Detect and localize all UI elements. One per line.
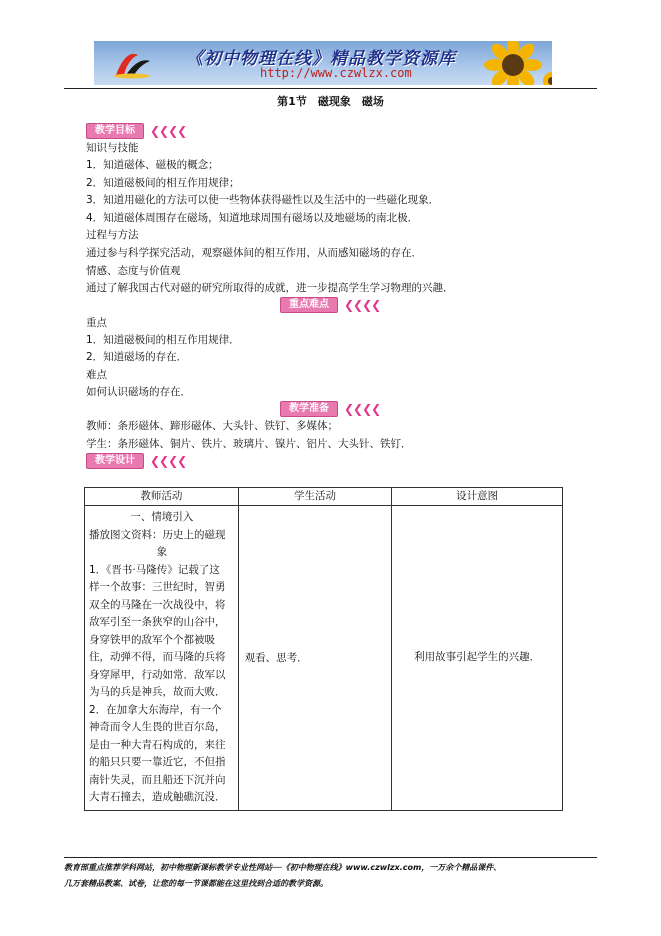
tag-label: 重点难点 <box>280 297 338 313</box>
student-materials: 学生：条形磁体、铜片、铁片、玻璃片、镍片、铝片、大头针、铁钉． <box>86 438 412 450</box>
knowledge-item: 4．知道磁体周围存在磁场，知道地球周围有磁场以及地磁场的南北极． <box>86 212 419 224</box>
tag-label: 教学目标 <box>86 123 144 139</box>
chevrons-icon: ❮❮❮❮ <box>150 124 187 138</box>
cell-line: 1．《晋书·马隆传》记载了这 <box>89 563 220 576</box>
table-header-row <box>85 488 563 506</box>
footer-line: 教育部重点推荐学科网站，初中物理新课标教学专业性网站──《初中物理在线》www.czwlzx.com，一万余个精品课件、 <box>64 863 502 872</box>
knowledge-item: 1．知道磁体、磁极的概念； <box>86 159 219 171</box>
column-header: 教师活动 <box>85 488 239 506</box>
cell-line: 2．在加拿大东海岸，有一个 <box>89 703 222 716</box>
emotion-text: 通过了解我国古代对磁的研究所取得的成就，进一步提高学生学习物理的兴趣． <box>86 282 454 294</box>
knowledge-item: 2．知道磁极间的相互作用规律； <box>86 177 240 189</box>
header-rule <box>64 88 597 89</box>
cell-line: 神奇而令人生畏的世百尔岛， <box>89 721 226 733</box>
section-tag-goals <box>86 124 186 138</box>
footer-rule <box>64 857 597 858</box>
cell-line: 为马的兵是神兵，故而大败． <box>89 686 226 698</box>
chevrons-icon: ❮❮❮❮ <box>344 402 381 416</box>
banner-url: http://www.czwlzx.com <box>260 66 412 80</box>
cell-line: 住，动弹不得，而马隆的兵将 <box>89 651 226 663</box>
tag-label: 教学设计 <box>86 453 144 469</box>
logo-icon <box>112 47 152 79</box>
table-row <box>85 506 563 811</box>
cell-line: 的船只只要一靠近它，不但指 <box>89 756 226 768</box>
footer-note <box>64 860 604 892</box>
process-text: 通过参与科学探究活动，观察磁体间的相互作用，从而感知磁场的存在． <box>86 247 422 259</box>
column-header: 学生活动 <box>238 488 392 506</box>
cell-line: 播放图文资料：历史上的磁现 <box>89 528 226 541</box>
cell-line: 大青石撞去，造成触礁沉没． <box>89 791 226 803</box>
tag-label: 教学准备 <box>280 401 338 417</box>
section-tag-key-points <box>280 298 380 312</box>
key-item: 2．知道磁场的存在． <box>86 351 188 363</box>
lesson-plan-table <box>84 487 563 811</box>
cell-line: 是由一种大青石构成的，来往 <box>89 738 226 751</box>
cell-line: 象 <box>156 546 168 558</box>
difficulty-heading: 难点 <box>86 369 107 381</box>
emotion-heading: 情感、态度与价值观 <box>86 265 181 277</box>
key-heading: 重点 <box>86 317 107 329</box>
knowledge-item: 3．知道用磁化的方法可以使一些物体获得磁性以及生活中的一些磁化现象． <box>86 194 440 206</box>
difficulty-text: 如何认识磁场的存在． <box>86 386 191 398</box>
sunflower-icon <box>468 41 552 85</box>
column-header: 设计意图 <box>392 488 563 506</box>
cell-line: 敌军引至一条狭窄的山谷中， <box>89 616 226 628</box>
cell-line: 身穿铁甲的敌军个个都被吸 <box>89 633 215 646</box>
section-tag-preparation <box>280 402 380 416</box>
chevrons-icon: ❮❮❮❮ <box>344 298 381 312</box>
footer-line: 几万套精品教案、试卷，让您的每一节课都能在这里找到合适的教学资源。 <box>64 879 328 888</box>
teacher-activity-cell <box>85 506 239 811</box>
knowledge-heading: 知识与技能 <box>86 142 139 154</box>
header-banner <box>94 41 552 85</box>
cell-line: 身穿犀甲，行动如常．敌军以 <box>89 668 226 681</box>
cell-line: 南针失灵，而且船还下沉并向 <box>89 773 226 786</box>
design-intent-cell: 利用故事引起学生的兴趣． <box>392 506 563 811</box>
cell-line: 双全的马隆在一次战役中，将 <box>89 598 226 611</box>
student-activity-cell: 观看、思考． <box>238 506 392 811</box>
cell-line: 样一个故事：三世纪时，智勇 <box>89 581 226 593</box>
cell-line: 一、情境引入 <box>130 511 194 523</box>
process-heading: 过程与方法 <box>86 229 139 241</box>
key-item: 1．知道磁极间的相互作用规律． <box>86 334 240 346</box>
banner-title: 《初中物理在线》精品教学资源库 <box>186 49 456 69</box>
teacher-materials: 教师：条形磁体、蹄形磁体、大头针、铁钉、多媒体； <box>86 420 338 432</box>
page-title: 第1节 磁现象 磁场 <box>277 95 384 108</box>
chevrons-icon: ❮❮❮❮ <box>150 454 187 468</box>
section-tag-design <box>86 454 186 468</box>
